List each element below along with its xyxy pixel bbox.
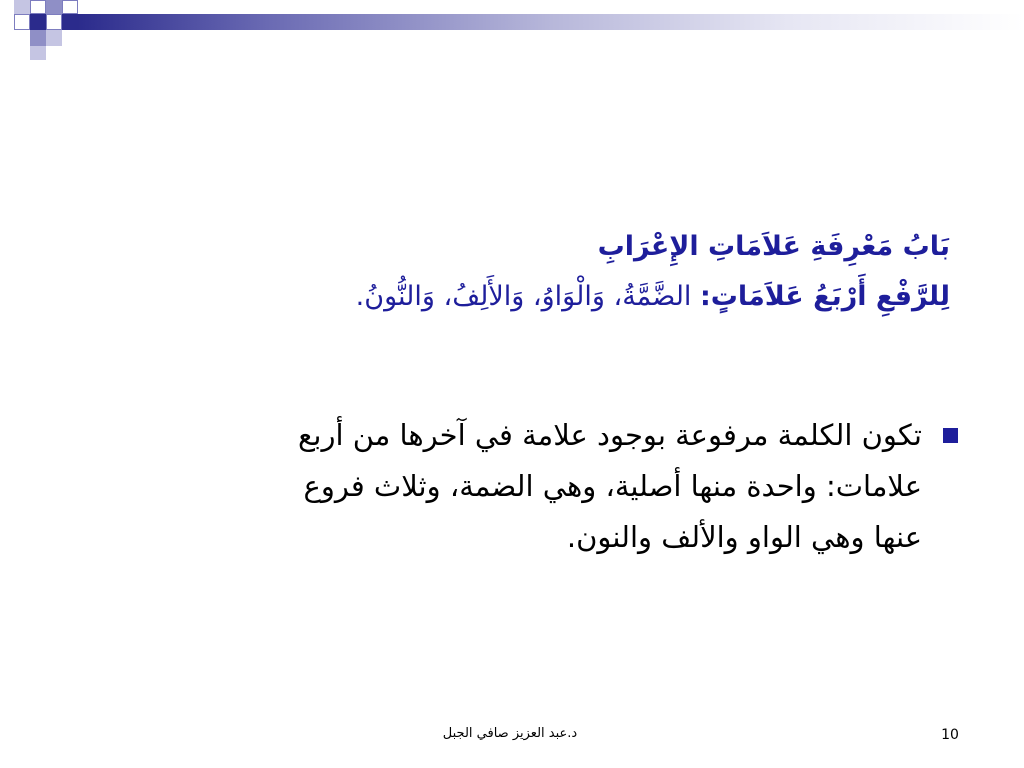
list-item bbox=[118, 410, 958, 563]
bullet-text-line: تكون الكلمة مرفوعة بوجود علامة في آخرها من أربع bbox=[297, 418, 922, 452]
content-bullet-list bbox=[118, 410, 958, 563]
decor-square bbox=[46, 30, 62, 46]
title-line-2 bbox=[130, 272, 950, 322]
header-gradient-bar bbox=[78, 14, 1024, 30]
title-line-1: بَابُ مَعْرِفَةِ عَلاَمَاتِ الإِعْرَابِ bbox=[597, 231, 950, 262]
page-number: 10 bbox=[941, 727, 959, 743]
bullet-text-line: علامات: واحدة منها أصلية، وهي الضمة، وثلاث فروع bbox=[303, 469, 922, 503]
header-decoration bbox=[0, 0, 1024, 64]
footer-author: د.عبد العزيز صافي الجبل bbox=[442, 726, 578, 741]
decor-square bbox=[46, 14, 62, 30]
decor-square bbox=[14, 14, 30, 30]
decor-square bbox=[30, 46, 46, 60]
decor-square bbox=[14, 0, 30, 14]
title-line-2-normal: الضَّمَّةُ، وَالْوَاوُ، وَالأَلِفُ، وَالنُّونُ. bbox=[355, 281, 700, 312]
decor-square bbox=[62, 0, 78, 14]
decor-square bbox=[46, 0, 62, 14]
decor-square bbox=[30, 14, 46, 30]
bullet-text-line: عنها وهي الواو والألف والنون. bbox=[566, 520, 922, 554]
slide-title bbox=[130, 222, 950, 322]
decor-square bbox=[30, 0, 46, 14]
decor-square bbox=[62, 14, 78, 30]
decor-square bbox=[30, 30, 46, 46]
title-line-2-bold: لِلرَّفْعِ أَرْبَعُ عَلاَمَاتٍ: bbox=[700, 281, 950, 312]
square-bullet-icon bbox=[943, 428, 958, 443]
